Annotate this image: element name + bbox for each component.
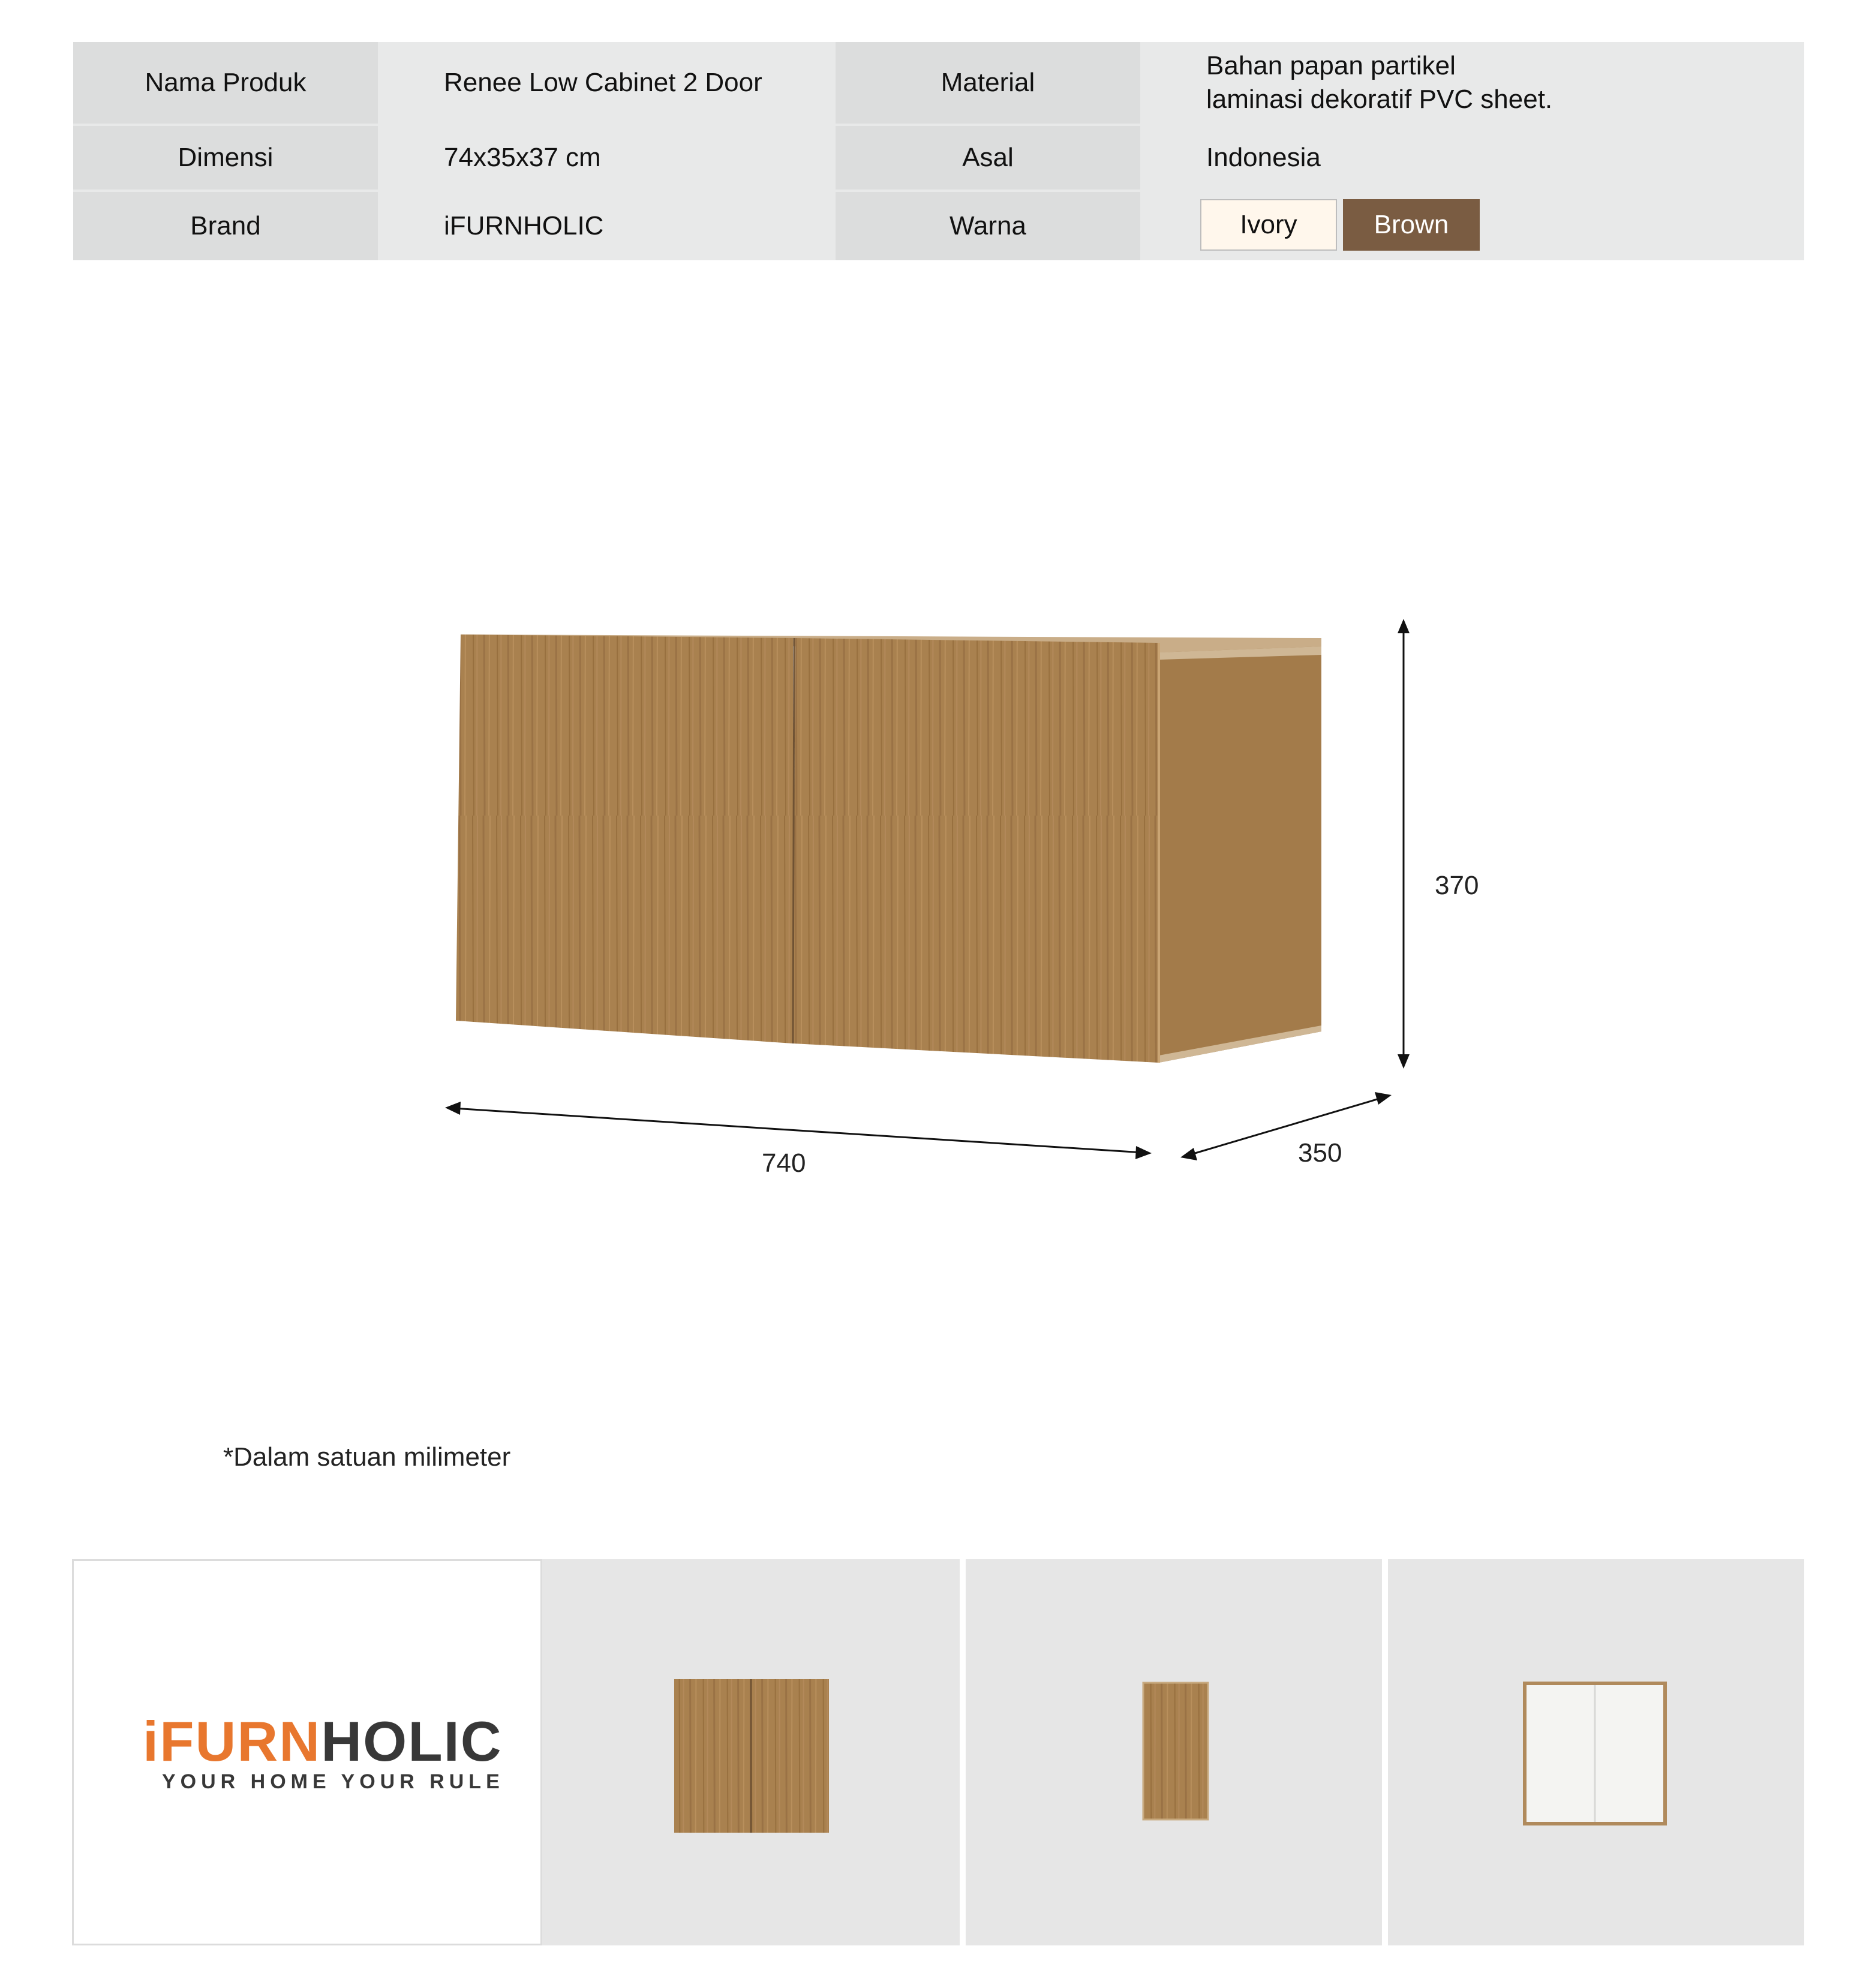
height-dimension-label: 370 xyxy=(1435,871,1479,900)
name-label: Nama Produk xyxy=(73,42,378,124)
brand-value: iFURNHOLIC xyxy=(444,211,604,240)
origin-label: Asal xyxy=(836,126,1140,190)
color-label: Warna xyxy=(836,192,1140,260)
height-arrowhead-bottom xyxy=(1398,1054,1410,1069)
thumbnail-open-view[interactable] xyxy=(1388,1559,1804,1945)
color-swatch-ivory[interactable]: Ivory xyxy=(1200,199,1337,251)
width-dimension-label: 740 xyxy=(762,1148,806,1178)
width-arrowhead-left xyxy=(445,1102,461,1115)
depth-arrowhead-right xyxy=(1375,1092,1392,1105)
dimension-label: Dimensi xyxy=(73,126,378,190)
cabinet-illustration xyxy=(456,634,1321,1063)
dimension-value: 74x35x37 cm xyxy=(444,143,601,172)
material-line-2: laminasi dekoratif PVC sheet. xyxy=(1206,85,1553,114)
cabinet-door-left xyxy=(456,634,793,1043)
thumbnail-side-view[interactable] xyxy=(966,1559,1382,1945)
depth-dimension-label: 350 xyxy=(1298,1138,1342,1168)
open-view-image xyxy=(1388,1559,1804,1945)
side-view-image xyxy=(966,1559,1382,1945)
brand-logo xyxy=(72,1559,542,1945)
depth-arrowhead-left xyxy=(1180,1148,1197,1160)
cabinet-side xyxy=(1159,646,1321,1063)
material-label: Material xyxy=(836,42,1140,124)
height-arrowhead-top xyxy=(1398,619,1410,633)
unit-note: *Dalam satuan milimeter xyxy=(223,1442,511,1472)
depth-dimension-line xyxy=(1189,1097,1383,1155)
door-gap xyxy=(793,638,794,1043)
width-dimension-line xyxy=(453,1108,1143,1153)
name-value: Renee Low Cabinet 2 Door xyxy=(444,68,762,97)
color-swatch-brown[interactable]: Brown xyxy=(1343,199,1480,251)
material-line-1: Bahan papan partikel xyxy=(1206,51,1456,80)
width-arrowhead-right xyxy=(1135,1146,1152,1159)
logo-tagline: YOUR HOME YOUR RULE xyxy=(162,1770,504,1793)
cabinet-door-right xyxy=(793,638,1159,1063)
thumbnail-front-view[interactable] xyxy=(542,1559,960,1945)
front-view-image xyxy=(542,1559,960,1945)
origin-value: Indonesia xyxy=(1206,143,1321,172)
brand-label: Brand xyxy=(73,192,378,260)
logo-wordmark: iFURNHOLIC xyxy=(143,1710,503,1773)
